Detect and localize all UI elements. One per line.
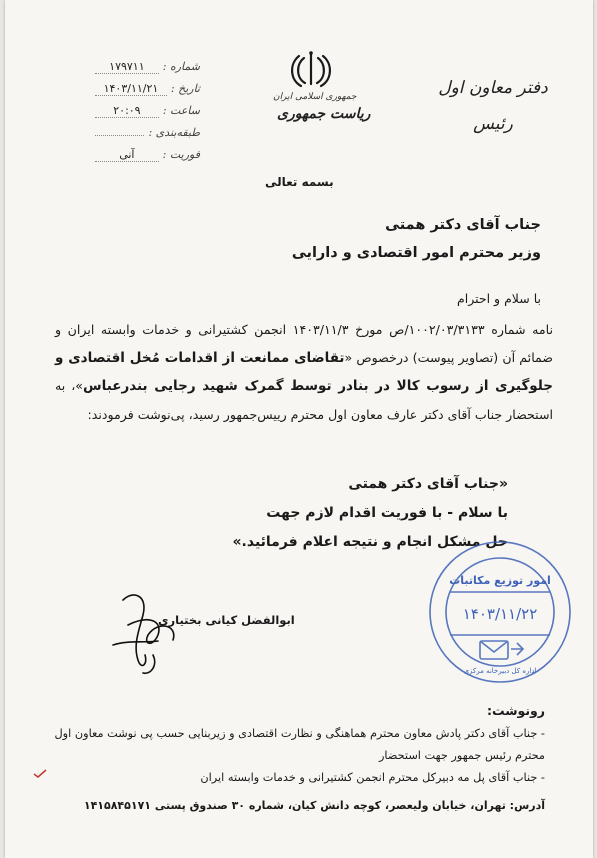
signature-mark [103, 585, 213, 680]
meta-time-label: ساعت : [162, 104, 200, 117]
meta-priority [95, 148, 200, 170]
meta-date-label: تاریخ : [170, 82, 200, 95]
signer-name: ابوالفضل کیانی بختیاری [158, 613, 295, 627]
check-mark-icon [33, 769, 47, 779]
emblem-caption: جمهوری اسلامی ایران [273, 92, 357, 102]
body-text-2: »، به استحضار جناب آقای دکتر عارف معاون اول محترم رییس‌جمهور رسید، پی‌نوشت فرمودند: [55, 378, 553, 422]
meta-time [95, 104, 200, 126]
stamp-date: ۱۴۰۳/۱۱/۲۲ [462, 605, 538, 623]
letter-body [55, 316, 553, 428]
cc-title: رونوشت: [486, 703, 545, 718]
office-line-1: دفتر معاون اول [438, 78, 548, 98]
letter-page [5, 0, 593, 858]
meta-number-label: شماره : [162, 60, 200, 73]
meta-number [95, 60, 200, 82]
order-line-3: حل مشکل انجام و نتیجه اعلام فرمائید.» [232, 534, 508, 550]
office-heading [433, 70, 553, 142]
meta-time-value: ۲۰:۰۹ [95, 104, 159, 118]
bismillah: بسمه تعالی [265, 175, 334, 189]
stamp-bottom: اداره کل دبیرخانه مرکزی [463, 667, 537, 675]
order-line-1: «جناب آقای دکتر همتی [348, 476, 508, 492]
salutation: با سلام و احترام [457, 291, 541, 306]
meta-date-value: ۱۴۰۳/۱۱/۲۱ [95, 82, 167, 96]
office-line-2: رئیس [473, 114, 513, 134]
meta-priority-label: فوریت : [162, 148, 200, 161]
body-text-1: نامه شماره ۱۰۰۲/۰۳/۳۱۳۳/ص مورخ ۱۴۰۳/۱۱/۳ انجمن کشتیرانی و خدمات وابسته ایران و ضمائم آن (تصاویر پیوست) درخصوص « [55, 322, 554, 365]
meta-classification [95, 126, 200, 148]
meta-priority-value: آنی [95, 148, 159, 162]
emblem-office-name: ریاست جمهوری [277, 106, 371, 122]
stamp-title: امور توزیع مکاتبات [449, 574, 551, 587]
body-subject: تقاضای ممانعت از اقدامات مُخل اقتصادی و جلوگیری از رسوب کالا در بنادر توسط گمرک شهید رجایی بندرعباس [55, 349, 553, 394]
meta-date [95, 82, 200, 104]
meta-number-value: ۱۷۹۷۱۱ [95, 60, 159, 74]
cc-item-2: - جناب آقای پل مه دبیرکل محترم انجمن کشتیرانی و خدمات وابسته ایران [200, 771, 545, 784]
meta-classification-label: طبقه‌بندی : [148, 126, 200, 139]
recipient-title: وزیر محترم امور اقتصادی و دارایی [291, 245, 541, 261]
letter-meta [95, 60, 200, 170]
footer-address: آدرس: تهران، خیابان ولیعصر، کوچه دانش کیان، شماره ۳۰ صندوق پستی ۱۴۱۵۸۴۵۱۷۱ [83, 799, 545, 812]
cc-item-1: - جناب آقای دکتر پادش معاون محترم هماهنگی و نظارت اقتصادی و زیربنایی حسب پی نوشت معاون اول محترم رئیس جمهور جهت استحضار [54, 727, 545, 762]
distribution-stamp [425, 537, 575, 687]
order-line-2: با سلام - با فوریت اقدام لازم جهت [266, 505, 508, 521]
meta-classification-value [95, 135, 144, 136]
emblem-icon [286, 50, 336, 90]
recipient-name: جناب آقای دکتر همتی [385, 217, 541, 233]
